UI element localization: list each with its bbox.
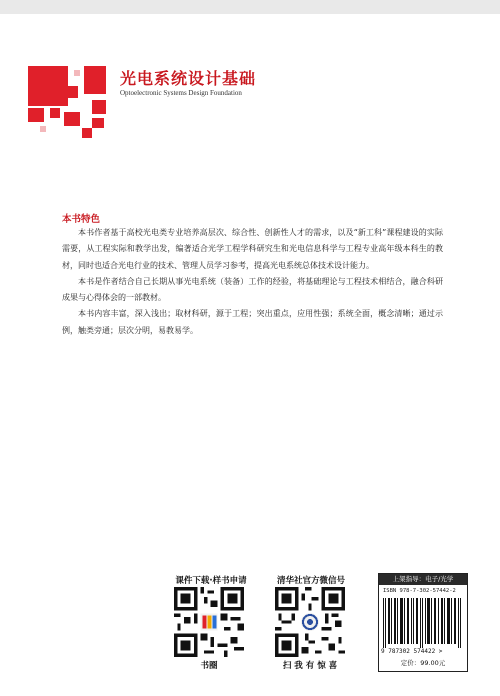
top-band — [0, 0, 500, 14]
barcode-icon — [383, 598, 463, 648]
shelf-category: 上架指导：电子/光学 — [379, 574, 467, 585]
wechat-qr-label: 清华社官方微信号 — [276, 576, 345, 586]
courseware-qr-caption: 书圈 — [200, 661, 218, 671]
barcode-digits: 9 787302 574422 > — [381, 648, 443, 655]
price: 定价：99.00元 — [400, 659, 446, 667]
courseware-qr-label: 课件下载·样书申请 — [175, 576, 247, 586]
features-text — [62, 225, 443, 339]
book-title: 光电系统设计基础 — [120, 69, 257, 88]
wechat-qr-code[interactable] — [275, 587, 345, 657]
features-paragraph: 本书内容丰富，深入浅出；取材科研，源于工程；突出重点，应用性强；系统全面，概念清晰；通过示例，触类旁通；层次分明，易教易学。 — [62, 309, 443, 335]
features-paragraph: 本书作者基于高校光电类专业培养高层次、综合性、创新性人才的需求，以及“新工科”课程建设的实际需要，从工程实际和教学出发，编著适合光学工程学科研究生和光电信息科学与工程专业高年级本科生的教材，同时也适合光电行业的技术、管理人员学习参考，提高光电系统总体技术设计能力。 — [62, 228, 443, 270]
courseware-qr-code[interactable] — [174, 587, 244, 657]
features-paragraph: 本书是作者结合自己长期从事光电系统（装备）工作的经验，将基础理论与工程技术相结合，融合科研成果与心得体会的一部教材。 — [62, 276, 443, 303]
isbn-box — [378, 573, 468, 672]
isbn-number: ISBN 978-7-302-57442-2 — [383, 588, 456, 594]
wechat-qr-caption: 扫 我 有 惊 喜 — [282, 661, 338, 671]
book-subtitle: Optoelectronic Systems Design Foundation — [120, 89, 242, 97]
features-heading: 本书特色 — [62, 214, 101, 225]
